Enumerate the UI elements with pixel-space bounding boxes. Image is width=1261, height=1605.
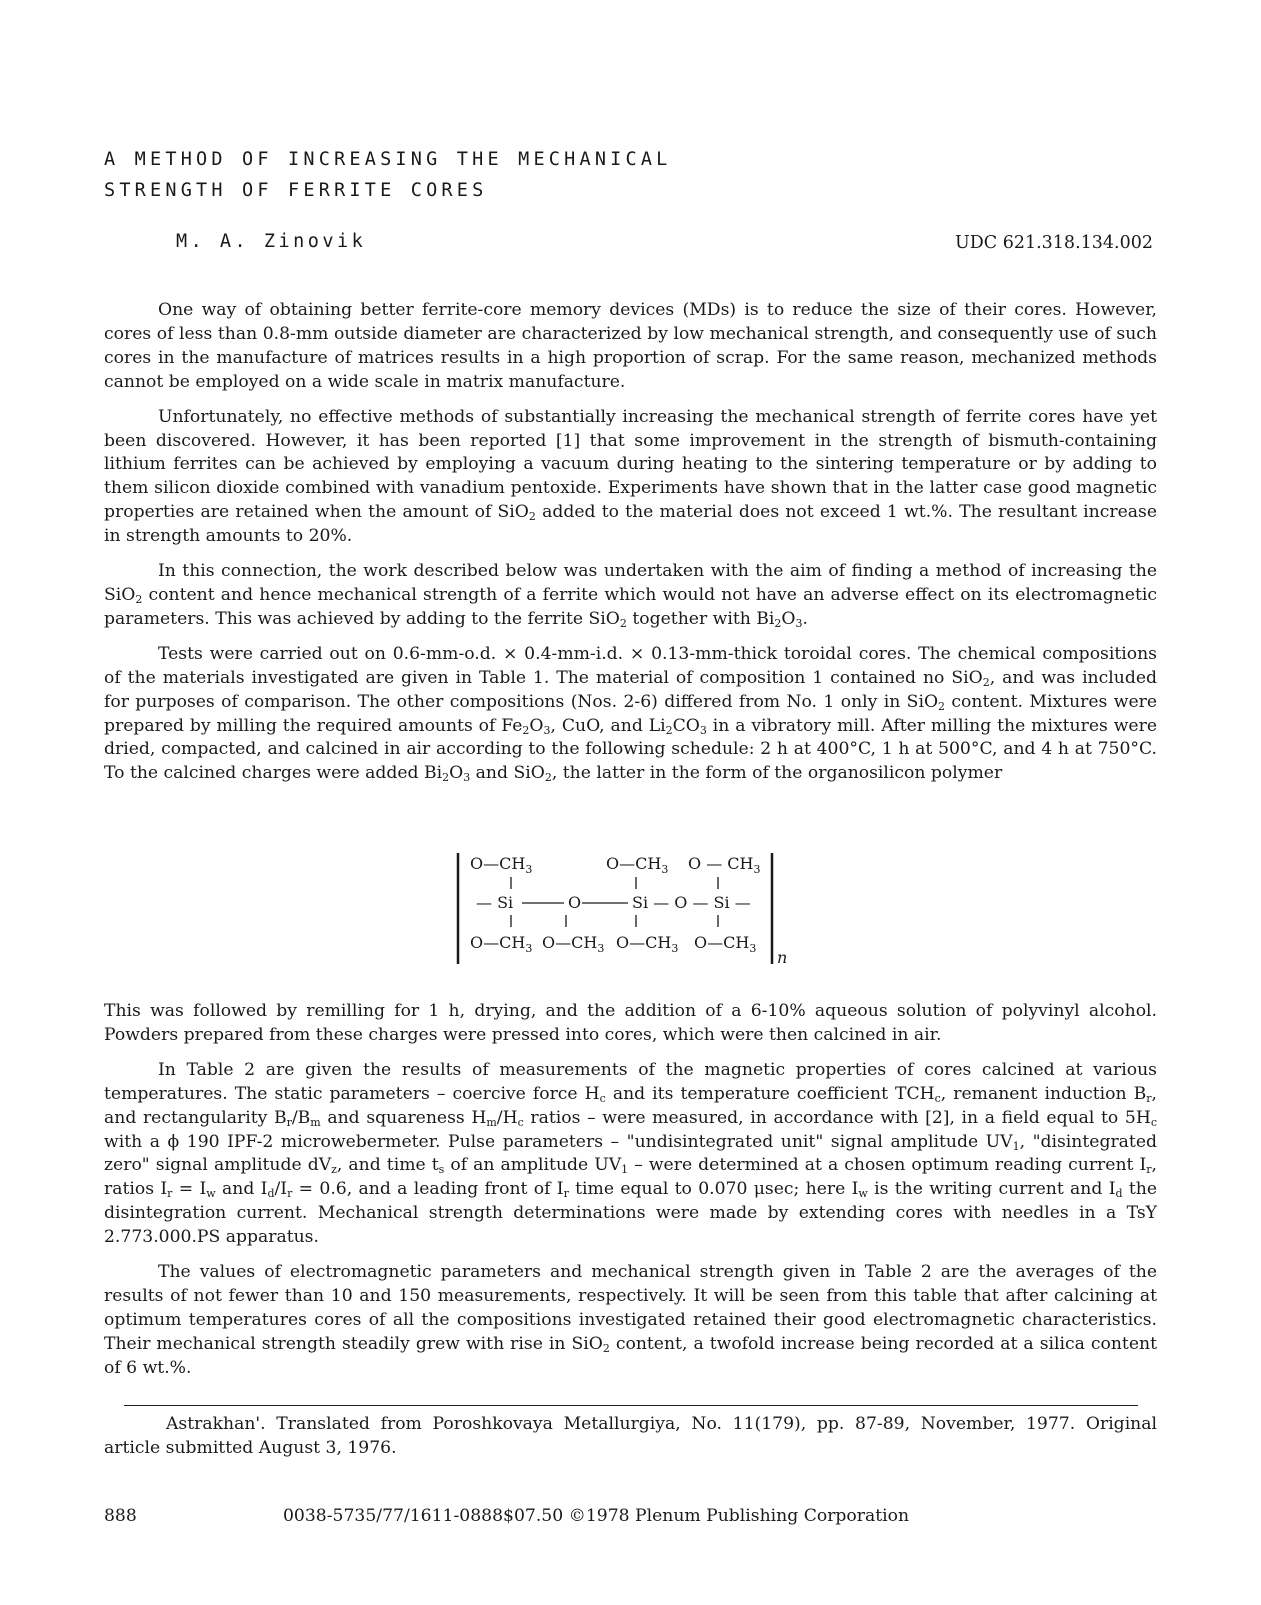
formula-si-left: — Si [476, 893, 514, 912]
footnote: Astrakhan'. Translated from Poroshkovaya Metallurgiya, No. 11(179), pp. 87-89, November, 1977. Original article submitted August 3, 1976. [104, 1414, 1157, 1458]
formula-och3-7: $O—CH_3$ [694, 933, 757, 955]
footnote-divider [124, 1405, 1138, 1406]
formula-och3-6: $O—CH_3$ [616, 933, 679, 955]
page-number: 888 [104, 1506, 137, 1526]
formula-och3-2: $O—CH_3$ [606, 854, 669, 876]
formula-repeat-n: n [777, 948, 788, 967]
formula-bridge-oxygen: O [568, 893, 582, 912]
title-line-2: STRENGTH OF FERRITE CORES [104, 180, 488, 201]
article-title [104, 144, 672, 206]
udc-code: UDC 621.318.134.002 [954, 233, 1153, 253]
paragraph-2: Unfortunately, no effective methods of substantially increasing the mechanical strength of ferrite cores have yet been discovered. However, it has been reported [1] that some improvement in the strength of bismuth-containing lithium ferrites can be achieved by employing a vacuum during heating to the sintering temperature or by adding to them silicon dioxide combined with vanadium pentoxide. Experiments have shown that in the latter case good magnetic properties are retained when the amount of SiO$_2$ added to the material does not exceed 1 wt.%. The resultant increase in strength amounts to 20%. [104, 406, 1157, 547]
paragraph-6: In Table 2 are given the results of measurements of the magnetic properties of cores calcined at various temperatures. The static parameters – coercive force $H_c$ and its temperature coefficient $TCH_c$, remanent induction $B_r$, and rectangularity $B_r/B_m$ and squareness $H_m/H_c$ ratios – were measured, in accordance with [2], in a field equal to $5H_c$ with a ϕ 190 IPF-2 microwebermeter. Pulse parameters – "undisintegrated unit" signal amplitude $UV_1$, "disintegrated zero" signal amplitude $dV_z$, and time $t_s$ of an amplitude $UV_1$ – were determined at a chosen optimum reading current $I_r$, ratios $I_r = I_w$ and $I_d/I_r = 0.6$, and a leading front of $I_r$ time equal to 0.070 μsec; here $I_w$ is the writing current and $I_d$ the disintegration current. Mechanical strength determinations were made by extending cores with needles in a TsY 2.773.000.PS apparatus. [104, 1059, 1158, 1248]
formula-och3-4: $O—CH_3$ [470, 933, 533, 955]
formula-och3-3: O — $CH_3$ [688, 854, 761, 876]
paragraph-4: Tests were carried out on 0.6-mm-o.d. × 0.4-mm-i.d. × 0.13-mm-thick toroidal cores. The chemical compositions of the materials investigated are given in Table 1. The material of composition 1 contained no SiO$_2$, and was included for purposes of comparison. The other compositions (Nos. 2-6) differed from No. 1 only in SiO$_2$ content. Mixtures were prepared by milling the required amounts of $Fe_2O_3$, CuO, and $Li_2CO_3$ in a vibratory mill. After milling the mixtures were dried, compacted, and calcined in air according to the following schedule: 2 h at 400°C, 1 h at 500°C, and 4 h at 750°C. To the calcined charges were added $Bi_2O_3$ and SiO$_2$, the latter in the form of the organosilicon polymer [104, 643, 1157, 785]
paragraph-5: This was followed by remilling for 1 h, drying, and the addition of a 6-10% aqueous solution of polyvinyl alcohol. Powders prepared from these charges were pressed into cores, which were then calcined in air. [104, 1001, 1157, 1045]
formula-och3-5: $O—CH_3$ [542, 933, 605, 955]
paragraph-3: In this connection, the work described below was undertaken with the aim of finding a method of increasing the SiO$_2$ content and hence mechanical strength of a ferrite which would not have an adverse effect on its electromagnetic parameters. This was achieved by adding to the ferrite SiO$_2$ together with $Bi_2O_3$. [104, 561, 1157, 630]
formula-si-chain: Si — O — Si — [632, 893, 751, 912]
body-text-upper [104, 299, 1157, 797]
formula-diagram [456, 851, 816, 967]
publication-line: 0038-5735/77/1611-0888$07.50 ©1978 Plenum Publishing Corporation [283, 1506, 910, 1526]
organosilicon-polymer-formula [456, 851, 816, 967]
title-line-1: A METHOD OF INCREASING THE MECHANICAL [104, 149, 672, 170]
body-text-lower [104, 1000, 1157, 1392]
paragraph-1: One way of obtaining better ferrite-core memory devices (MDs) is to reduce the size of their cores. However, cores of less than 0.8-mm outside diameter are characterized by low mechanical strength, and consequently use of such cores in the manufacture of matrices results in a high proportion of scrap. For the same reason, mechanized methods cannot be employed on a wide scale in matrix manufacture. [104, 300, 1157, 392]
paragraph-7: The values of electromagnetic parameters and mechanical strength given in Table 2 are the averages of the results of not fewer than 10 and 150 measurements, respectively. It will be seen from this table that after calcining at optimum temperatures cores of all the compositions investigated retained their good electromagnetic characteristics. Their mechanical strength steadily grew with rise in SiO$_2$ content, a twofold increase being recorded at a silica content of 6 wt.%. [104, 1262, 1157, 1378]
formula-och3-1: $O—CH_3$ [470, 854, 533, 876]
author-name: M. A. Zinovik [176, 231, 367, 252]
